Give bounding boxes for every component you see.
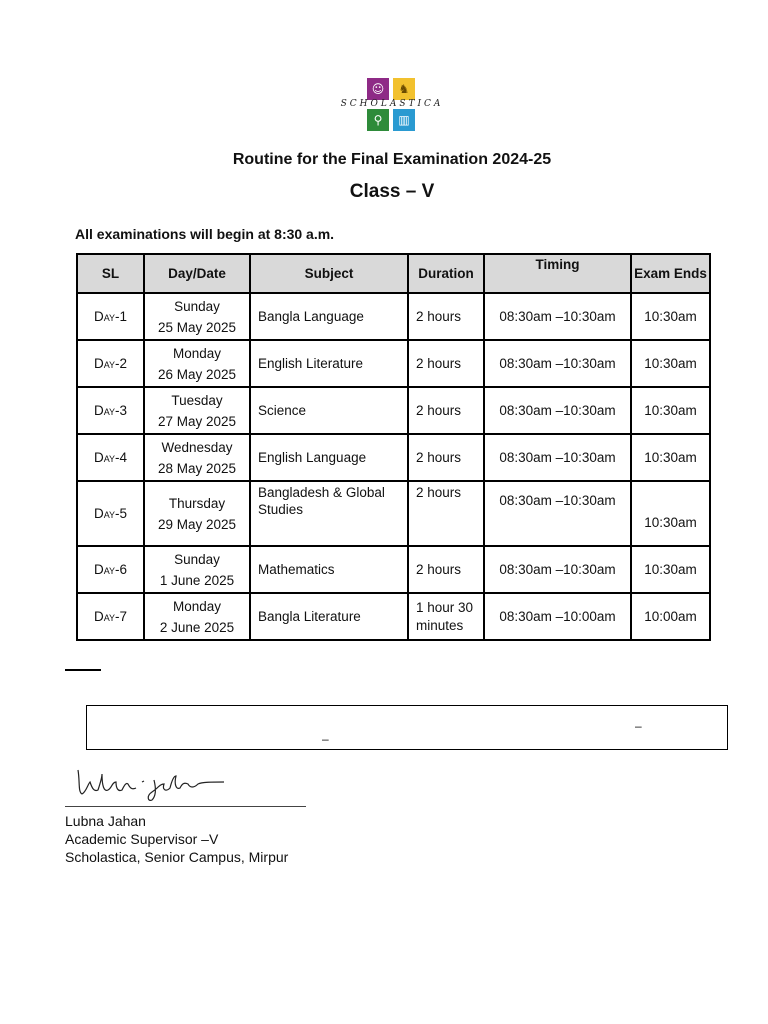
cell-duration: 2 hours: [408, 481, 484, 546]
chess-knight-icon: ♞: [393, 78, 415, 100]
cell-subject: Bangla Language: [250, 293, 408, 340]
notice-box: [86, 705, 728, 750]
cell-day: Wednesday: [161, 439, 233, 455]
cell-date: 2 June 2025: [159, 619, 235, 635]
cell-subject: Bangladesh & Global Studies: [250, 481, 408, 546]
cell-day-date: [144, 387, 250, 434]
cell-exam-ends: 10:30am: [631, 340, 710, 387]
book-icon: ▥: [393, 109, 415, 131]
cell-sl: Day-2: [77, 340, 144, 387]
signatory-institution: Scholastica, Senior Campus, Mirpur: [65, 849, 289, 865]
cell-exam-ends: 10:00am: [631, 593, 710, 640]
cell-duration: 1 hour 30 minutes: [408, 593, 484, 640]
cell-date: 26 May 2025: [157, 366, 237, 382]
notice-mark: –: [635, 719, 642, 733]
column-header: Subject: [250, 254, 408, 293]
notice-mark: –: [322, 732, 329, 746]
cell-sl: Day-5: [77, 481, 144, 546]
cell-exam-ends: 10:30am: [631, 546, 710, 593]
page-title: Routine for the Final Examination 2024-25: [232, 151, 552, 168]
table-row: [77, 434, 710, 481]
divider: [65, 669, 101, 671]
logo-wordmark: SCHOLASTICA: [340, 99, 444, 109]
exam-start-note: All examinations will begin at 8:30 a.m.: [75, 226, 335, 242]
cell-date: 1 June 2025: [159, 572, 235, 588]
cell-exam-ends: 10:30am: [631, 481, 710, 546]
cell-sl: Day-4: [77, 434, 144, 481]
cell-day: Sunday: [174, 551, 220, 567]
cell-day-date: [144, 481, 250, 546]
signatory-designation: Academic Supervisor –V: [65, 831, 219, 847]
cell-subject: Bangla Literature: [250, 593, 408, 640]
cell-sl: Day-3: [77, 387, 144, 434]
table-row: [77, 340, 710, 387]
handwritten-signature: [72, 762, 232, 802]
cell-exam-ends: 10:30am: [631, 293, 710, 340]
cell-day: Thursday: [168, 495, 226, 511]
cell-duration: 2 hours: [408, 293, 484, 340]
table-row: [77, 546, 710, 593]
cell-date: 25 May 2025: [157, 319, 237, 335]
cell-timing: 08:30am –10:00am: [484, 593, 631, 640]
runner-icon: ⚲: [367, 109, 389, 131]
cell-duration: 2 hours: [408, 340, 484, 387]
table-row: [77, 293, 710, 340]
cell-date: 28 May 2025: [157, 460, 237, 476]
cell-subject: Mathematics: [250, 546, 408, 593]
cell-duration: 2 hours: [408, 546, 484, 593]
signatory-name: Lubna Jahan: [65, 813, 146, 829]
cell-subject: Science: [250, 387, 408, 434]
cell-date: 29 May 2025: [157, 516, 237, 532]
table-header-row: [77, 254, 710, 293]
signatory-block: [65, 812, 288, 866]
cell-timing: 08:30am –10:30am: [484, 387, 631, 434]
cell-day-date: [144, 434, 250, 481]
column-header: Day/Date: [144, 254, 250, 293]
cell-subject: English Language: [250, 434, 408, 481]
cell-exam-ends: 10:30am: [631, 434, 710, 481]
column-header: Exam Ends: [631, 254, 710, 293]
cell-day: Tuesday: [171, 392, 223, 408]
signature-line: [65, 806, 306, 807]
cell-day: Monday: [172, 598, 222, 614]
class-label: Class – V: [349, 181, 435, 202]
column-header: Timing: [484, 254, 631, 293]
cell-date: 27 May 2025: [157, 413, 237, 429]
cell-day: Monday: [172, 345, 222, 361]
bust-icon: ☺: [367, 78, 389, 100]
cell-timing: 08:30am –10:30am: [484, 340, 631, 387]
scholastica-logo: [329, 76, 455, 132]
column-header: SL: [77, 254, 144, 293]
exam-routine-table: [76, 253, 711, 641]
table-row: [77, 387, 710, 434]
column-header: Duration: [408, 254, 484, 293]
cell-subject: English Literature: [250, 340, 408, 387]
cell-day-date: [144, 340, 250, 387]
cell-timing: 08:30am –10:30am: [484, 293, 631, 340]
cell-sl: Day-7: [77, 593, 144, 640]
cell-sl: Day-1: [77, 293, 144, 340]
cell-day-date: [144, 593, 250, 640]
cell-day-date: [144, 293, 250, 340]
table-row: [77, 593, 710, 640]
cell-sl: Day-6: [77, 546, 144, 593]
cell-exam-ends: 10:30am: [631, 387, 710, 434]
cell-timing: 08:30am –10:30am: [484, 546, 631, 593]
cell-day-date: [144, 546, 250, 593]
cell-timing: 08:30am –10:30am: [484, 481, 631, 546]
cell-timing: 08:30am –10:30am: [484, 434, 631, 481]
cell-duration: 2 hours: [408, 434, 484, 481]
cell-day: Sunday: [174, 298, 220, 314]
cell-duration: 2 hours: [408, 387, 484, 434]
table-row: [77, 481, 710, 546]
